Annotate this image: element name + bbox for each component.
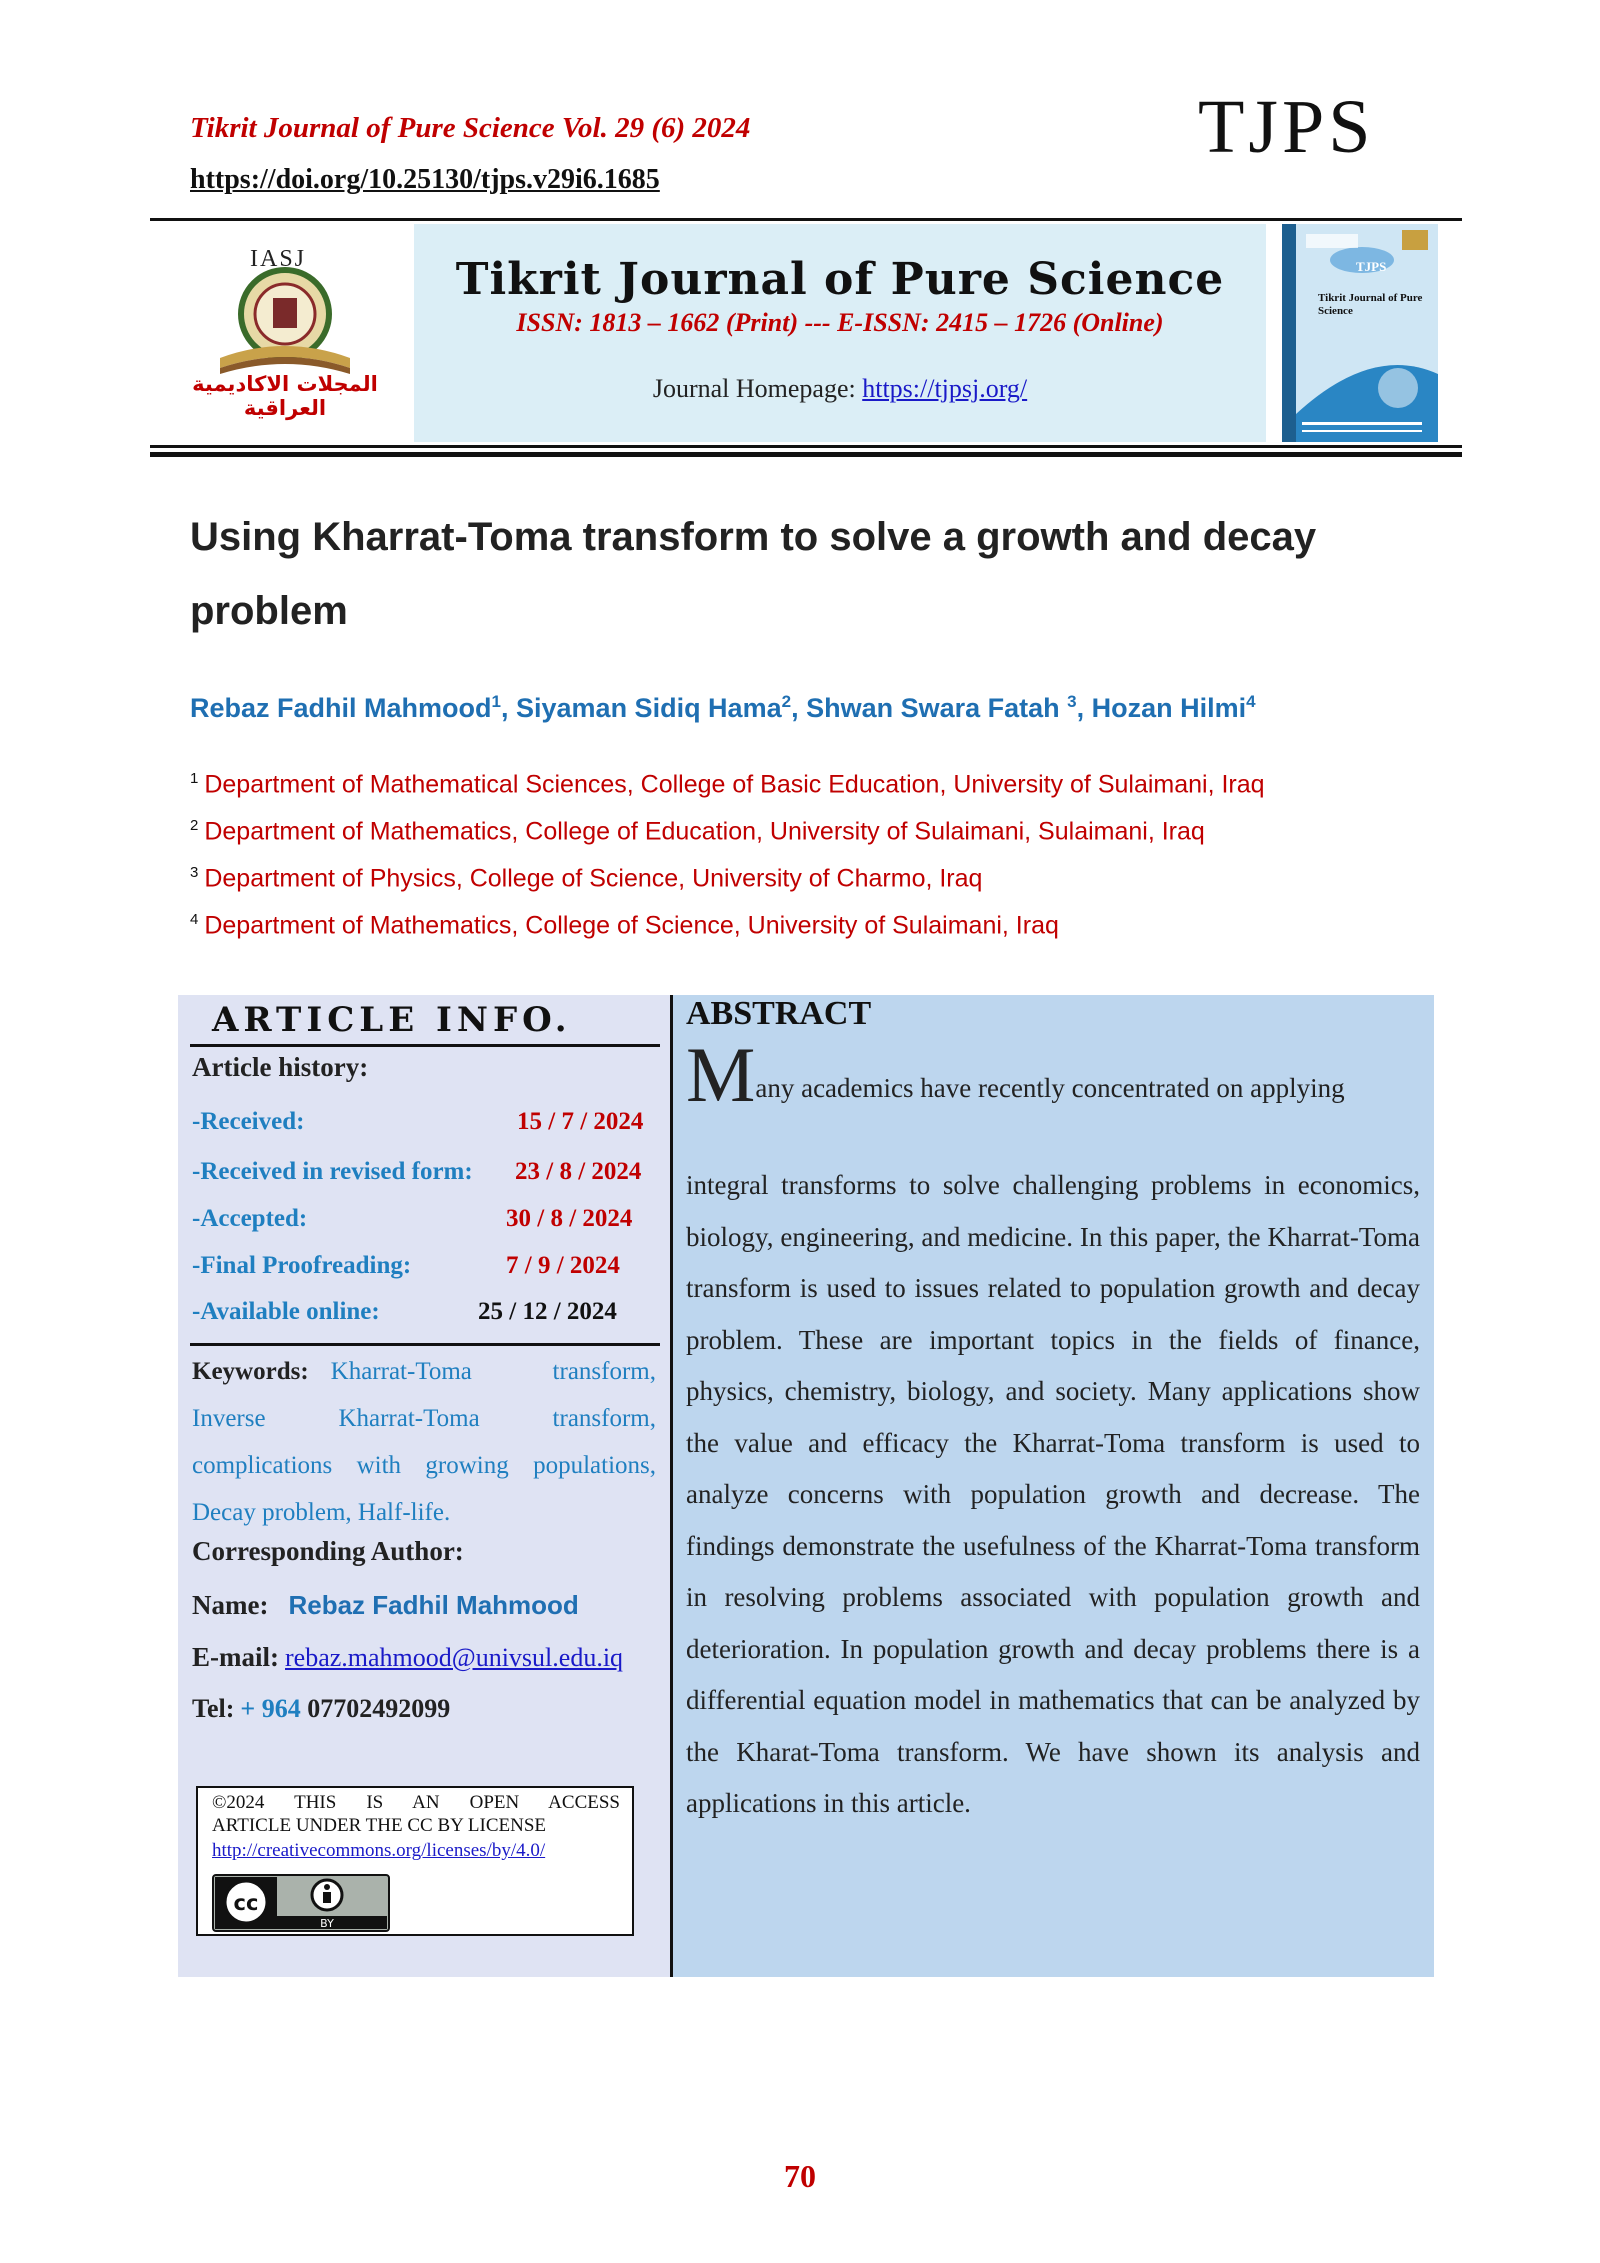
svg-text:cc: cc: [233, 1891, 259, 1915]
header-rule-bottom-thick: [150, 452, 1462, 457]
keywords-text: Kharrat-Toma transform, Inverse Kharrat-Toma transform, complications with growing populations, Decay problem, Half-life.: [192, 1358, 656, 1526]
author-name: Rebaz Fadhil Mahmood: [288, 1590, 579, 1620]
info-heading-rule: [190, 1044, 660, 1047]
license-text-line2: ARTICLE UNDER THE CC BY LICENSE: [212, 1815, 546, 1836]
cover-title: Tikrit Journal of Pure Science: [1318, 292, 1423, 317]
history-heading: Article history:: [192, 1052, 369, 1082]
affiliation: $^1$ Department of Mathematical Sciences, College of Basic Education, University of Sulaimani, Iraq: [190, 770, 1265, 799]
paper-title: Using Kharrat-Toma transform to solve a growth and decay problem: [190, 515, 1317, 633]
author: Shwan Swara Fatah $^3$,: [806, 692, 1092, 723]
journal-cover-thumbnail: [1282, 224, 1438, 442]
page-number: 70: [784, 2158, 816, 2194]
keywords: [192, 1348, 656, 1536]
corresponding-heading: Corresponding Author:: [192, 1536, 464, 1566]
abstract-body: integral transforms to solve challenging problems in economics, biology, engineering, and medicine. In this paper, the Kharrat-Toma transform is used to issues related to population growth and decay problem. These are important topics in the fields of finance, physics, chemistry, biology, and society. Many applications show the value and efficacy the Kharrat-Toma transform is used to analyze concerns with population growth and decrease. The findings demonstrate the usefulness of the Kharrat-Toma transform in resolving problems associated with population growth and deterioration. In population growth and decay problems there is a differential equation model in mathematics that can be analyzed by the Kharat-Toma transform. We have shown its analysis and applications in this article.: [686, 1170, 1420, 1818]
author: Hozan Hilmi$^4$: [1091, 692, 1256, 723]
tel-country-code: + 964: [240, 1694, 301, 1723]
license-link[interactable]: http://creativecommons.org/licenses/by/4.0/: [212, 1840, 546, 1861]
svg-text:BY: BY: [320, 1917, 334, 1930]
author-name-row: [192, 1590, 579, 1621]
author: Rebaz Fadhil Mahmood$^1$,: [190, 692, 516, 723]
homepage-link[interactable]: https://tjpsj.org/: [862, 374, 1028, 403]
header-rule-bottom: [150, 445, 1462, 448]
article-info-heading: ARTICLE INFO.: [212, 1000, 572, 1040]
homepage-label: Journal Homepage:: [652, 374, 856, 403]
affiliation-list: [190, 770, 1265, 958]
affiliation: $^3$ Department of Physics, College of Science, University of Charmo, Iraq: [190, 864, 983, 893]
abstract-first-text: any academics have recently concentrated on applying: [755, 1073, 1345, 1103]
cc-by-badge[interactable]: [212, 1874, 390, 1932]
email-row: [192, 1642, 623, 1673]
cc-by-icon: [212, 1874, 390, 1932]
banner-title: Tikrit Journal of Pure Science: [455, 254, 1225, 305]
email-link[interactable]: rebaz.mahmood@univsul.edu.iq: [285, 1643, 624, 1672]
iasj-abbr: IASJ: [250, 246, 307, 272]
email-label: E-mail:: [192, 1642, 279, 1672]
tel-row: [192, 1694, 450, 1724]
doi-link[interactable]: https://doi.org/10.25130/tjps.v29i6.1685: [190, 164, 660, 195]
abstract-first-line: [686, 1031, 1420, 1118]
cover-brand: TJPS: [1356, 259, 1387, 274]
author-list: [190, 692, 1256, 724]
history-rule: [190, 1343, 660, 1346]
journal-volume-line: Tikrit Journal of Pure Science Vol. 29 (6) 2024: [190, 112, 751, 144]
license-text-line1: ©2024 THIS IS AN OPEN ACCESS: [212, 1792, 620, 1813]
homepage-line: [414, 374, 1266, 404]
affiliation: $^2$ Department of Mathematics, College of Education, University of Sulaimani, Sulaimani, Iraq: [190, 817, 1205, 846]
abstract-heading: ABSTRACT: [686, 995, 872, 1032]
author: Siyaman Sidiq Hama$^2$,: [516, 692, 807, 723]
tel-number: 07702492099: [307, 1694, 451, 1723]
keywords-label: Keywords:: [192, 1358, 309, 1385]
header-rule-top: [150, 218, 1462, 221]
affiliation: $^4$ Department of Mathematics, College of Science, University of Sulaimani, Iraq: [190, 911, 1059, 940]
name-label: Name:: [192, 1590, 269, 1620]
issn-line: ISSN: 1813 – 1662 (Print) --- E-ISSN: 2415 – 1726 (Online): [516, 308, 1164, 337]
iasj-arabic-name: المجلات الاكاديمية العراقية: [192, 372, 378, 420]
cover-art-icon: [1282, 224, 1438, 442]
panel-divider: [670, 995, 673, 1977]
abstract-dropcap: M: [686, 1031, 756, 1118]
journal-brand: TJPS: [1198, 85, 1375, 169]
tel-label: Tel:: [192, 1694, 235, 1723]
